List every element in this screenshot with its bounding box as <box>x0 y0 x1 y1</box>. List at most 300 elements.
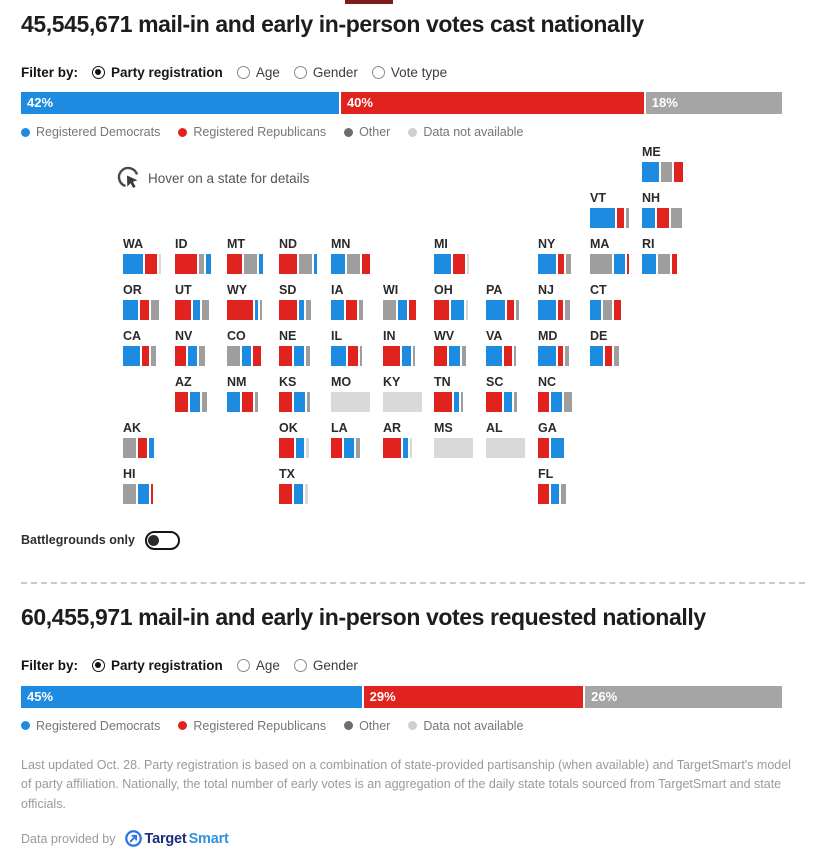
state-bar-segment-dem <box>551 484 559 504</box>
radio-circle-icon <box>294 659 307 672</box>
state-bar-segment-rep <box>538 438 549 458</box>
state-mini-bar <box>383 300 425 320</box>
state-mini-bar <box>434 254 476 274</box>
state-abbr-label: WI <box>383 283 399 298</box>
state-bar-segment-other <box>661 162 672 182</box>
state-abbr-label: OR <box>123 283 142 298</box>
state-abbr-label: IL <box>331 329 343 344</box>
state-bar-segment-other <box>307 392 310 412</box>
state-tile-mo[interactable] <box>331 375 377 412</box>
state-tile-nv[interactable] <box>175 329 221 366</box>
legend-label: Data not available <box>423 718 524 733</box>
state-bar-segment-other <box>123 484 136 504</box>
state-bar-segment-other <box>360 346 362 366</box>
state-bar-segment-other <box>614 346 619 366</box>
cast-radio-gender[interactable] <box>294 65 358 80</box>
state-bar-segment-dem <box>590 300 601 320</box>
state-bar-segment-rep <box>627 254 629 274</box>
cast-filter-row <box>21 64 805 80</box>
state-tile-wv[interactable] <box>434 329 480 366</box>
state-bar-segment-rep <box>434 300 449 320</box>
state-bar-segment-rep <box>672 254 677 274</box>
state-tile-ar[interactable] <box>383 421 429 458</box>
state-bar-segment-dem <box>149 438 154 458</box>
state-bar-segment-dem <box>294 484 303 504</box>
legend-dot-icon <box>408 721 417 730</box>
state-mini-bar <box>175 392 217 412</box>
state-bar-segment-other <box>227 346 240 366</box>
provided-by-text: Data provided by <box>21 831 116 846</box>
state-tile-nh[interactable] <box>642 191 688 228</box>
state-bar-segment-rep <box>362 254 370 274</box>
state-mini-bar <box>279 392 321 412</box>
state-abbr-label: MO <box>331 375 352 390</box>
hover-hint <box>116 165 309 191</box>
state-bar-segment-other <box>590 254 612 274</box>
state-abbr-label: VA <box>486 329 503 344</box>
state-tile-de[interactable] <box>590 329 636 366</box>
state-mini-bar <box>538 300 580 320</box>
state-bar-segment-other <box>202 300 209 320</box>
state-tile-me[interactable] <box>642 145 688 182</box>
requested-national-bar <box>21 686 782 708</box>
state-tile-ut[interactable] <box>175 283 221 320</box>
logo-text-target: Target <box>144 830 187 847</box>
state-mini-bar <box>590 208 632 228</box>
state-mini-bar <box>227 392 269 412</box>
state-bar-segment-rep <box>434 392 452 412</box>
battlegrounds-label: Battlegrounds only <box>21 533 135 548</box>
state-bar-segment-na <box>331 392 370 412</box>
state-bar-segment-other <box>199 346 205 366</box>
state-mini-bar <box>434 300 476 320</box>
state-mini-bar <box>331 254 373 274</box>
state-tile-al[interactable] <box>486 421 532 458</box>
state-bar-segment-rep <box>346 300 357 320</box>
state-tile-sd[interactable] <box>279 283 325 320</box>
state-abbr-label: NY <box>538 237 556 252</box>
state-bar-segment-dem <box>188 346 197 366</box>
state-tile-nc[interactable] <box>538 375 584 412</box>
radio-circle-icon <box>294 66 307 79</box>
state-abbr-label: AK <box>123 421 142 436</box>
state-bar-segment-other <box>356 438 360 458</box>
state-mini-bar <box>383 346 425 366</box>
state-bar-segment-rep <box>617 208 624 228</box>
state-bar-segment-na <box>434 438 473 458</box>
legend-dot-icon <box>21 128 30 137</box>
state-bar-segment-dem <box>294 346 304 366</box>
state-tile-mn[interactable] <box>331 237 377 274</box>
state-tile-ky[interactable] <box>383 375 429 412</box>
state-bar-segment-rep <box>538 392 549 412</box>
state-abbr-label: UT <box>175 283 192 298</box>
state-tile-ny[interactable] <box>538 237 584 274</box>
state-bar-segment-na <box>486 438 525 458</box>
state-tile-co[interactable] <box>227 329 273 366</box>
state-abbr-label: PA <box>486 283 503 298</box>
state-bar-segment-dem <box>551 392 562 412</box>
state-tile-wy[interactable] <box>227 283 273 320</box>
state-abbr-label: ME <box>642 145 661 160</box>
state-abbr-label: KY <box>383 375 401 390</box>
state-bar-segment-rep <box>227 254 242 274</box>
state-bar-segment-rep <box>279 484 292 504</box>
state-mini-bar <box>642 162 684 182</box>
requested-filter-row <box>21 658 805 674</box>
state-mini-bar <box>175 346 217 366</box>
state-bar-segment-rep <box>383 438 401 458</box>
state-bar-segment-dem <box>206 254 211 274</box>
state-bar-segment-rep <box>558 346 563 366</box>
state-mini-bar <box>227 346 269 366</box>
state-bar-segment-dem <box>299 300 304 320</box>
state-abbr-label: FL <box>538 467 554 482</box>
requested-section-title: 60,455,971 mail-in and early in-person votes requested nationally <box>21 604 706 631</box>
state-bar-segment-na <box>306 438 309 458</box>
state-bar-segment-rep <box>175 254 197 274</box>
state-mini-bar <box>486 300 528 320</box>
state-abbr-label: TX <box>279 467 295 482</box>
state-tile-la[interactable] <box>331 421 377 458</box>
state-bar-segment-other <box>244 254 257 274</box>
state-mini-bar <box>227 254 269 274</box>
state-mini-bar <box>123 300 165 320</box>
state-bar-segment-rep <box>279 346 292 366</box>
state-tile-ga[interactable] <box>538 421 584 458</box>
state-tile-ak[interactable] <box>123 421 169 458</box>
state-tile-nj[interactable] <box>538 283 584 320</box>
state-abbr-label: WA <box>123 237 144 252</box>
state-bar-segment-dem <box>454 392 459 412</box>
bar-segment-rep: 40% <box>341 92 644 114</box>
state-abbr-label: MT <box>227 237 246 252</box>
state-bar-segment-dem <box>123 300 138 320</box>
state-abbr-label: OK <box>279 421 298 436</box>
state-bar-segment-other <box>564 392 572 412</box>
requested-radio-gender[interactable] <box>294 658 358 673</box>
state-tile-sc[interactable] <box>486 375 532 412</box>
state-bar-segment-dem <box>614 254 625 274</box>
state-tile-az[interactable] <box>175 375 221 412</box>
battlegrounds-toggle-row <box>21 529 805 551</box>
cast-radio-vote-type[interactable] <box>372 65 447 80</box>
state-bar-segment-rep <box>504 346 512 366</box>
radio-label: Age <box>255 64 280 80</box>
state-abbr-label: IA <box>331 283 344 298</box>
top-edge-artifact <box>345 0 393 4</box>
legend-label: Other <box>359 718 391 733</box>
state-tile-or[interactable] <box>123 283 169 320</box>
state-bar-segment-other <box>123 438 136 458</box>
state-bar-segment-other <box>514 346 516 366</box>
state-tile-ms[interactable] <box>434 421 480 458</box>
state-mini-bar <box>175 254 217 274</box>
state-tile-ri[interactable] <box>642 237 688 274</box>
state-bar-segment-rep <box>657 208 669 228</box>
state-abbr-label: CO <box>227 329 246 344</box>
state-tile-ks[interactable] <box>279 375 325 412</box>
cast-national-bar <box>21 92 782 114</box>
state-bar-segment-other <box>347 254 360 274</box>
state-bar-segment-other <box>306 300 311 320</box>
state-tile-ok[interactable] <box>279 421 325 458</box>
state-abbr-label: WY <box>227 283 248 298</box>
radio-label: Gender <box>312 64 358 80</box>
state-bar-segment-rep <box>614 300 621 320</box>
legend-item <box>344 719 390 733</box>
state-bar-segment-dem <box>486 300 505 320</box>
legend-dot-icon <box>21 721 30 730</box>
state-tile-hi[interactable] <box>123 467 169 504</box>
state-tile-ma[interactable] <box>590 237 636 274</box>
state-bar-segment-rep <box>227 300 253 320</box>
state-mini-bar <box>434 392 476 412</box>
legend-item <box>21 719 160 733</box>
state-tile-tn[interactable] <box>434 375 480 412</box>
state-bar-segment-other <box>658 254 670 274</box>
cast-radio-age[interactable] <box>237 65 280 80</box>
state-tile-va[interactable] <box>486 329 532 366</box>
state-bar-segment-rep <box>507 300 514 320</box>
bar-segment-bar_gray: 26% <box>585 686 782 708</box>
legend-item <box>178 719 326 733</box>
state-tile-ca[interactable] <box>123 329 169 366</box>
state-mini-bar <box>486 346 528 366</box>
state-bar-segment-dem <box>138 484 149 504</box>
radio-circle-icon <box>92 66 105 79</box>
state-abbr-label: OH <box>434 283 453 298</box>
state-mini-bar <box>642 254 684 274</box>
state-mini-bar <box>538 438 580 458</box>
state-tile-id[interactable] <box>175 237 221 274</box>
state-mini-bar <box>383 392 425 412</box>
state-mini-bar <box>538 392 580 412</box>
state-bar-segment-rep <box>434 346 447 366</box>
radio-label: Age <box>255 658 280 674</box>
state-bar-segment-rep <box>279 300 297 320</box>
radio-label: Gender <box>312 658 358 674</box>
state-mini-bar <box>331 300 373 320</box>
state-mini-bar <box>331 346 373 366</box>
state-bar-segment-other <box>565 300 570 320</box>
state-bar-segment-dem <box>538 300 556 320</box>
requested-radio-age[interactable] <box>237 658 280 673</box>
cast-section-title: 45,545,671 mail-in and early in-person votes cast nationally <box>21 11 644 37</box>
state-bar-segment-rep <box>605 346 612 366</box>
state-tile-il[interactable] <box>331 329 377 366</box>
state-bar-segment-rep <box>453 254 465 274</box>
state-mini-bar <box>590 346 632 366</box>
state-bar-segment-dem <box>255 300 258 320</box>
state-bar-segment-other <box>461 392 463 412</box>
state-tile-oh[interactable] <box>434 283 480 320</box>
state-abbr-label: NM <box>227 375 247 390</box>
state-abbr-label: SC <box>486 375 504 390</box>
state-bar-segment-other <box>566 254 571 274</box>
radio-circle-icon <box>237 659 250 672</box>
state-bar-segment-other <box>561 484 566 504</box>
state-bar-segment-dem <box>331 254 345 274</box>
state-tile-vt[interactable] <box>590 191 636 228</box>
state-tile-tx[interactable] <box>279 467 325 504</box>
state-bar-segment-dem <box>434 254 451 274</box>
state-bar-segment-rep <box>558 254 564 274</box>
radio-label: Party registration <box>111 64 223 80</box>
state-tile-wa[interactable] <box>123 237 169 274</box>
legend-label: Registered Republicans <box>193 718 327 733</box>
state-abbr-label: TN <box>434 375 451 390</box>
state-abbr-label: CT <box>590 283 607 298</box>
state-tile-pa[interactable] <box>486 283 532 320</box>
state-bar-segment-dem <box>227 392 240 412</box>
legend-label: Registered Republicans <box>193 125 327 140</box>
provider-row <box>21 827 805 851</box>
state-bar-segment-rep <box>279 392 292 412</box>
state-tile-wi[interactable] <box>383 283 429 320</box>
state-abbr-label: MD <box>538 329 558 344</box>
radio-circle-icon <box>92 659 105 672</box>
state-abbr-label: RI <box>642 237 655 252</box>
state-abbr-label: NJ <box>538 283 554 298</box>
legend-dot-icon <box>178 721 187 730</box>
state-tile-fl[interactable] <box>538 467 584 504</box>
state-mini-bar <box>175 300 217 320</box>
state-mini-bar <box>279 484 321 504</box>
legend-label: Data not available <box>423 125 524 140</box>
state-abbr-label: MI <box>434 237 448 252</box>
state-bar-segment-other <box>199 254 204 274</box>
bar-segment-rep: 29% <box>364 686 584 708</box>
cast-radio-party-registration[interactable] <box>92 65 223 80</box>
state-mini-bar <box>590 254 632 274</box>
targetsmart-logo-icon <box>124 829 143 848</box>
state-mini-bar <box>590 300 632 320</box>
legend-item <box>21 125 160 139</box>
state-bar-segment-dem <box>190 392 200 412</box>
state-mini-bar <box>538 254 580 274</box>
state-mini-bar <box>123 346 165 366</box>
state-bar-segment-dem <box>294 392 305 412</box>
legend-dot-icon <box>178 128 187 137</box>
state-tile-mt[interactable] <box>227 237 273 274</box>
state-bar-segment-other <box>260 300 262 320</box>
state-mini-bar <box>486 392 528 412</box>
state-bar-segment-other <box>255 392 258 412</box>
state-abbr-label: WV <box>434 329 455 344</box>
requested-radio-party-registration[interactable] <box>92 658 223 673</box>
state-tile-ne[interactable] <box>279 329 325 366</box>
legend-item <box>408 719 523 733</box>
legend-dot-icon <box>344 128 353 137</box>
state-mini-bar <box>383 438 425 458</box>
battlegrounds-toggle[interactable] <box>145 531 180 550</box>
state-bar-segment-rep <box>486 392 502 412</box>
state-bar-segment-dem <box>398 300 407 320</box>
hover-hint-text: Hover on a state for details <box>148 170 310 186</box>
state-bar-segment-dem <box>451 300 464 320</box>
state-bar-segment-dem <box>538 254 556 274</box>
state-bar-segment-other <box>299 254 312 274</box>
state-tile-ia[interactable] <box>331 283 377 320</box>
state-bar-segment-dem <box>314 254 317 274</box>
state-mini-bar <box>434 346 476 366</box>
state-mini-bar <box>538 484 580 504</box>
legend-dot-icon <box>408 128 417 137</box>
state-abbr-label: NE <box>279 329 297 344</box>
state-abbr-label: ID <box>175 237 188 252</box>
radio-label: Party registration <box>111 658 223 674</box>
state-bar-segment-other <box>462 346 466 366</box>
state-abbr-label: NV <box>175 329 193 344</box>
state-bar-segment-dem <box>486 346 502 366</box>
state-mini-bar <box>279 300 321 320</box>
state-bar-segment-other <box>306 346 310 366</box>
state-tile-nm[interactable] <box>227 375 273 412</box>
state-bar-segment-rep <box>383 346 400 366</box>
cursor-click-icon <box>116 165 141 191</box>
state-tile-in[interactable] <box>383 329 429 366</box>
state-bar-segment-dem <box>296 438 304 458</box>
state-bar-segment-dem <box>344 438 354 458</box>
bar-segment-dem: 42% <box>21 92 339 114</box>
toggle-knob <box>148 535 159 546</box>
state-bar-segment-rep <box>242 392 253 412</box>
state-bar-segment-dem <box>590 346 603 366</box>
state-abbr-label: HI <box>123 467 136 482</box>
state-bar-segment-dem <box>331 300 344 320</box>
state-bar-segment-other <box>151 346 156 366</box>
targetsmart-logo[interactable] <box>124 829 229 848</box>
state-bar-segment-rep <box>175 392 188 412</box>
state-abbr-label: KS <box>279 375 297 390</box>
state-tile-nd[interactable] <box>279 237 325 274</box>
state-bar-segment-dem <box>403 438 408 458</box>
state-mini-bar <box>331 438 373 458</box>
state-abbr-label: LA <box>331 421 348 436</box>
requested-legend <box>21 719 805 733</box>
requested-filter-label: Filter by: <box>21 658 79 674</box>
state-bar-segment-rep <box>409 300 416 320</box>
state-tile-md[interactable] <box>538 329 584 366</box>
state-bar-segment-na <box>467 254 469 274</box>
state-bar-segment-na <box>466 300 468 320</box>
state-bar-segment-rep <box>558 300 563 320</box>
radio-circle-icon <box>372 66 385 79</box>
state-bar-segment-other <box>413 346 415 366</box>
state-bar-segment-other <box>565 346 569 366</box>
state-abbr-label: NC <box>538 375 557 390</box>
state-bar-segment-na <box>410 438 412 458</box>
state-bar-segment-na <box>383 392 422 412</box>
state-bar-segment-na <box>305 484 308 504</box>
state-tile-mi[interactable] <box>434 237 480 274</box>
state-mini-bar <box>123 254 165 274</box>
state-abbr-label: AZ <box>175 375 192 390</box>
state-tile-ct[interactable] <box>590 283 636 320</box>
logo-text-smart: Smart <box>188 830 229 847</box>
state-bar-segment-dem <box>242 346 251 366</box>
state-mini-bar <box>123 484 165 504</box>
state-mini-bar <box>434 438 476 458</box>
state-mini-bar <box>227 300 269 320</box>
state-bar-segment-dem <box>642 162 659 182</box>
radio-label: Vote type <box>390 64 448 80</box>
state-abbr-label: MN <box>331 237 351 252</box>
state-abbr-label: ND <box>279 237 298 252</box>
state-bar-segment-rep <box>145 254 157 274</box>
state-abbr-label: MA <box>590 237 610 252</box>
